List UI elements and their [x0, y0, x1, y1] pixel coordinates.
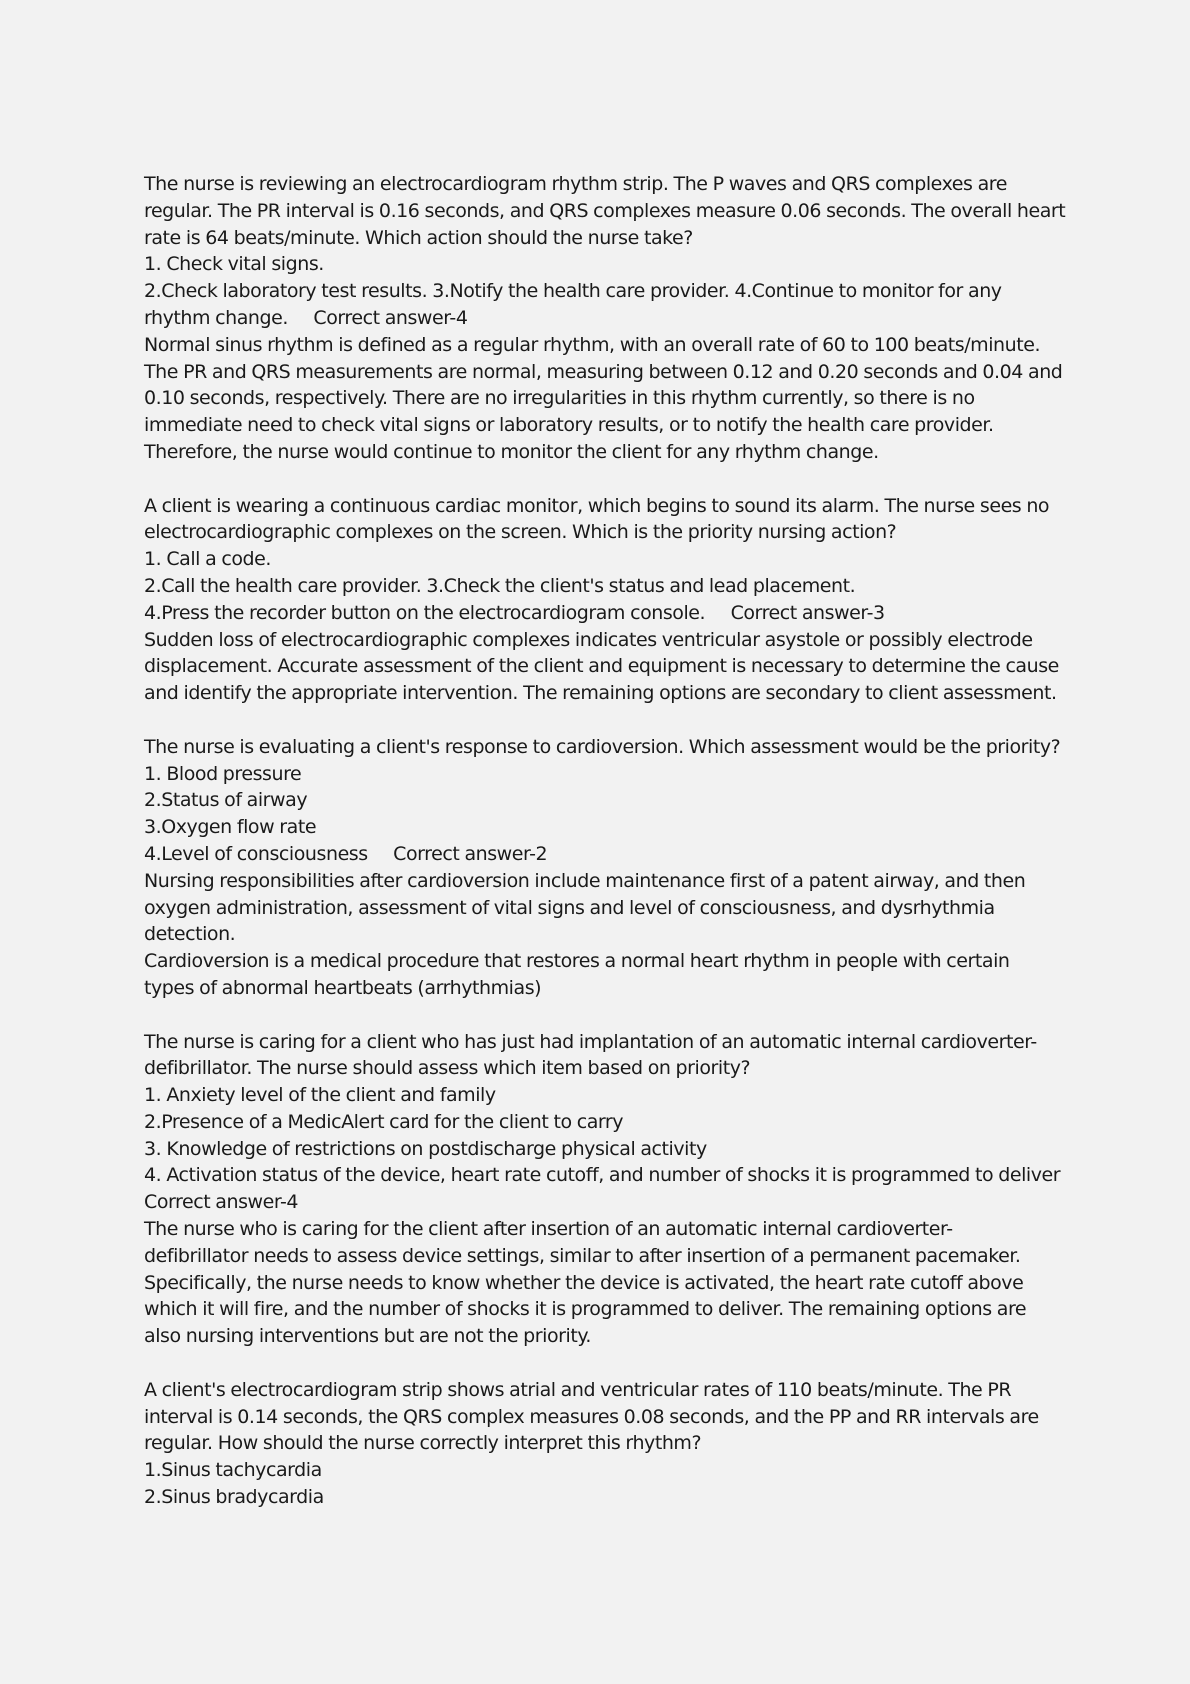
- text-line: Nursing responsibilities after cardioversion include maintenance first of a patent airway, and then: [144, 869, 1026, 892]
- text-line: rate is 64 beats/minute. Which action should the nurse take?: [144, 226, 693, 249]
- text-line: 2.Status of airway: [144, 789, 308, 812]
- paragraph-gap: [144, 466, 1064, 493]
- text-line: 1. Anxiety level of the client and family: [144, 1084, 496, 1107]
- text-line: also nursing interventions but are not the priority.: [144, 1325, 592, 1348]
- text-line: 2.Call the health care provider. 3.Check the client's status and lead placement.: [144, 574, 856, 597]
- text-line: 2.Sinus bradycardia: [144, 1486, 324, 1509]
- text-line: detection.: [144, 923, 236, 946]
- text-line: A client is wearing a continuous cardiac monitor, which begins to sound its alarm. The nurse sees no: [144, 494, 1050, 517]
- text-line: Cardioversion is a medical procedure that restores a normal heart rhythm in people with certain: [144, 950, 1010, 973]
- text-line: The nurse is caring for a client who has just had implantation of an automatic internal cardioverter-: [144, 1030, 1037, 1053]
- text-line: 4. Activation status of the device, heart rate cutoff, and number of shocks it is programmed to deliver: [144, 1164, 1061, 1187]
- text-line: The nurse is evaluating a client's response to cardioversion. Which assessment would be the priority?: [144, 735, 1061, 758]
- text-line: Normal sinus rhythm is defined as a regular rhythm, with an overall rate of 60 to 100 beats/minute.: [144, 333, 1041, 356]
- text-line: 3. Knowledge of restrictions on postdischarge physical activity: [144, 1137, 707, 1160]
- text-line: 2.Check laboratory test results. 3.Notify the health care provider. 4.Continue to monitor for any: [144, 280, 1002, 303]
- paragraph-gap: [144, 707, 1064, 734]
- text-line: electrocardiographic complexes on the screen. Which is the priority nursing action?: [144, 521, 897, 544]
- text-line: 1.Sinus tachycardia: [144, 1459, 322, 1482]
- text-line: Therefore, the nurse would continue to monitor the client for any rhythm change.: [144, 440, 879, 463]
- text-line: 4.Level of consciousness Correct answer-2: [144, 842, 548, 865]
- text-line: 3.Oxygen flow rate: [144, 816, 317, 839]
- text-line: 1. Blood pressure: [144, 762, 302, 785]
- text-line: defibrillator. The nurse should assess which item based on priority?: [144, 1057, 751, 1080]
- text-line: displacement. Accurate assessment of the client and equipment is necessary to determine the cause: [144, 655, 1059, 678]
- question-block-2: [144, 493, 1064, 707]
- text-line: The nurse who is caring for the client after insertion of an automatic internal cardioverter-: [144, 1218, 953, 1241]
- text-line: regular. The PR interval is 0.16 seconds, and QRS complexes measure 0.06 seconds. The overall heart: [144, 199, 1066, 222]
- text-line: Specifically, the nurse needs to know whether the device is activated, the heart rate cutoff above: [144, 1271, 1024, 1294]
- text-line: oxygen administration, assessment of vital signs and level of consciousness, and dysrhythmia: [144, 896, 995, 919]
- text-line: and identify the appropriate intervention. The remaining options are secondary to client assessment.: [144, 682, 1057, 705]
- text-line: 2.Presence of a MedicAlert card for the client to carry: [144, 1110, 624, 1133]
- question-block-3: [144, 734, 1064, 1002]
- text-line: Sudden loss of electrocardiographic complexes indicates ventricular asystole or possibly electrode: [144, 628, 1033, 651]
- text-line: The PR and QRS measurements are normal, measuring between 0.12 and 0.20 seconds and 0.04 and: [144, 360, 1063, 383]
- text-line: A client's electrocardiogram strip shows atrial and ventricular rates of 110 beats/minute. The PR: [144, 1378, 1012, 1401]
- text-line: immediate need to check vital signs or laboratory results, or to notify the health care provider.: [144, 414, 994, 437]
- question-block-5: [144, 1377, 1064, 1511]
- text-line: types of abnormal heartbeats (arrhythmias): [144, 976, 542, 999]
- text-line: Correct answer-4: [144, 1191, 299, 1214]
- text-line: 1. Check vital signs.: [144, 253, 324, 276]
- paragraph-gap: [144, 1002, 1064, 1029]
- paragraph-gap: [144, 1350, 1064, 1377]
- text-line: rhythm change. Correct answer-4: [144, 306, 468, 329]
- text-line: The nurse is reviewing an electrocardiogram rhythm strip. The P waves and QRS complexes are: [144, 173, 1007, 195]
- text-line: defibrillator needs to assess device settings, similar to after insertion of a permanent pacemaker.: [144, 1244, 1021, 1267]
- text-line: regular. How should the nurse correctly interpret this rhythm?: [144, 1432, 702, 1455]
- text-line: 4.Press the recorder button on the electrocardiogram console. Correct answer-3: [144, 601, 885, 624]
- text-line: 0.10 seconds, respectively. There are no irregularities in this rhythm currently, so there is no: [144, 387, 975, 410]
- text-line: 1. Call a code.: [144, 548, 271, 571]
- question-block-4: [144, 1029, 1064, 1351]
- text-line: which it will fire, and the number of shocks it is programmed to deliver. The remaining options are: [144, 1298, 1027, 1321]
- text-line: interval is 0.14 seconds, the QRS complex measures 0.08 seconds, and the PP and RR intervals are: [144, 1405, 1039, 1428]
- document-page: [144, 171, 1064, 1511]
- question-block-1: [144, 171, 1064, 466]
